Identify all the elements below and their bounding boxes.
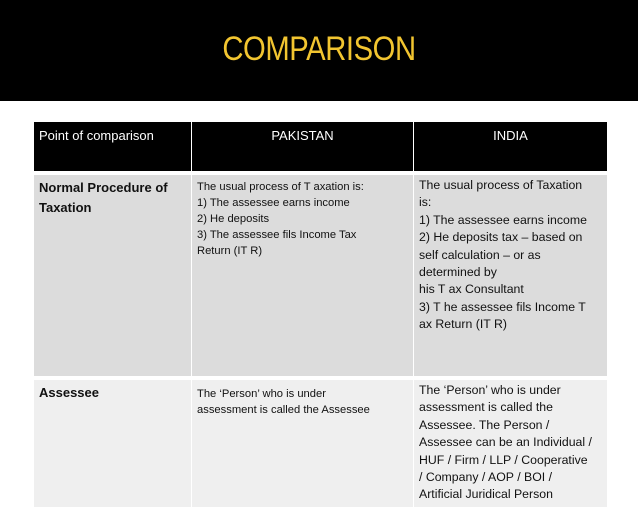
cell-pakistan-procedure: The usual process of T axation is: 1) The assessee earns income 2) He deposits 3) The assessee fils Income Tax Return (IT R) [192,175,414,376]
header-india: INDIA [414,122,608,171]
cell-pakistan-assessee: The ‘Person’ who is under assessment is called the Assessee [192,380,414,507]
header-pakistan: PAKISTAN [192,122,414,171]
table-row [34,175,608,376]
cell-india-assessee: The ‘Person’ who is under assessment is called the Assessee. The Person / Assessee can be an Individual / HUF / Firm / LLP / Cooperative / Company / AOP / BOI / Artificial Juridical Person [414,380,608,507]
cell-india-procedure: The usual process of Taxation is: 1) The assessee earns income 2) He deposits tax – based on self calculation – or as determined by his T ax Consultant 3) T he assessee fils Income T ax Return (IT R) [414,175,608,376]
header-point-of-comparison: Point of comparison [34,122,192,171]
row-label-normal-procedure: Normal Procedure of Taxation [34,175,192,376]
slide-title: COMPARISON [222,30,416,68]
table-row [34,380,608,507]
row-label-assessee: Assessee [34,380,192,507]
comparison-table [33,122,608,507]
table-header-row [34,122,608,171]
